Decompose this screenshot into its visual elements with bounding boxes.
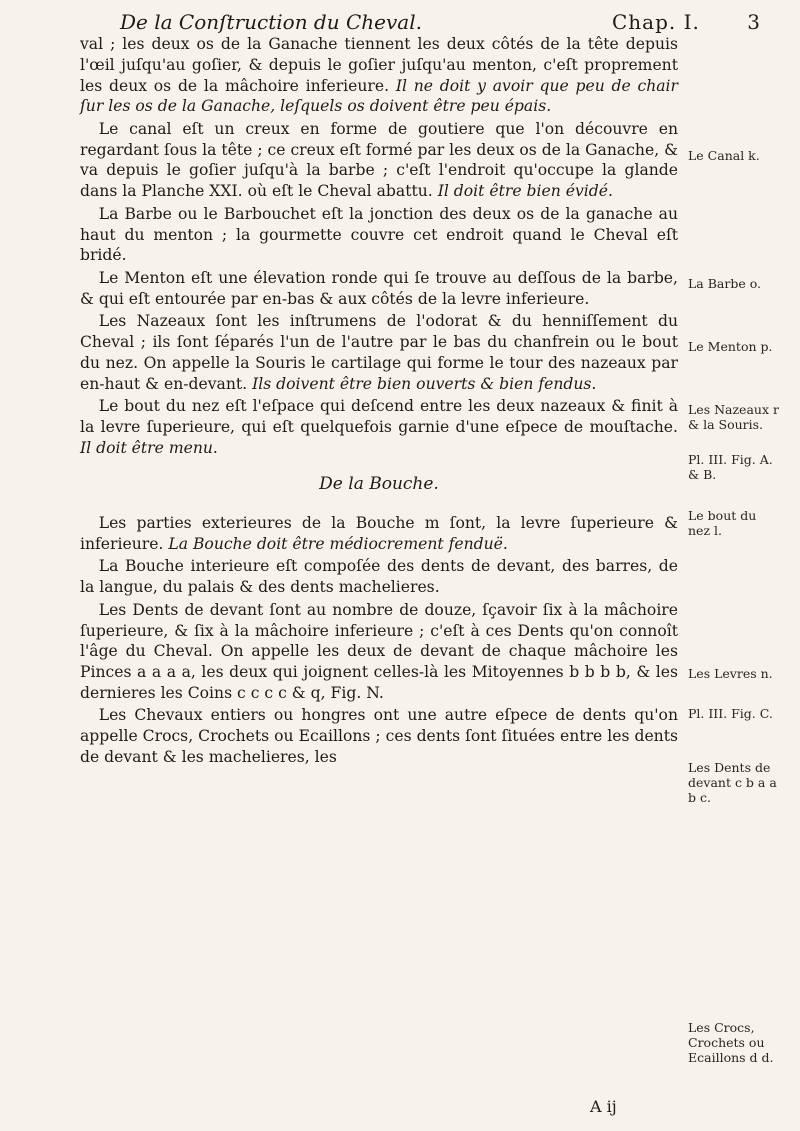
paragraph-nazeaux: Les Nazeaux ſont les inſtrumens de l'odorat & du henniſſement du Cheval ; ils ſont ſéparés l'un de l'autre par le bas du chanfrein ou le bout du nez. On appelle la Souris le cartilage qui forme le tour des nazeaux par en-haut & en-devant. Ils doivent être bien ouverts & bien fendus. xyxy=(80,312,678,393)
paragraph-barbe: La Barbe ou le Barbouchet eſt la jonction des deux os de la ganache au haut du menton ; la gourmette couvre cet endroit quand le Cheval eſt bridé. xyxy=(80,204,678,265)
rule-ganache: Il ne doit y avoir que peu de chair ſur les os de la Ganache, leſquels os doivent être peu épais. xyxy=(80,76,678,116)
margin-note-menton: Le Menton p. xyxy=(688,339,773,354)
margin-note-levres: Les Levres n. xyxy=(688,666,773,681)
paragraph-canal: Le canal eſt un creux en forme de goutiere que l'on découvre en regardant ſous la tête ; ce creux eſt formé par les deux os de la Ganache, & va depuis le goſier juſqu'à la barbe ; c'eſt l'endroit qu'occupe la glande dans la Planche XXI. où eſt le Cheval abattu. Il doit être bien évidé. xyxy=(80,119,678,201)
paragraph-dents: Les Dents de devant ſont au nombre de douze, ſçavoir ſix à la mâchoire ſuperieure, & ſix à la mâchoire inferieure ; c'eſt à ces Dents qu'on connoît l'âge du Cheval. On appelle les deux de devant de chaque mâchoire les Pinces a a a a, les deux qui joignent celles-là les Mitoyennes b b b b, & les dernieres les Coins c c c c & q, Fig. N. xyxy=(80,600,678,702)
rule-bout-du-nez: Il doit être menu. xyxy=(80,438,218,457)
margin-note-crocs: Les Crocs, Crochets ou Ecaillons d d. xyxy=(688,1020,774,1065)
paragraph-crocs: Les Chevaux entiers ou hongres ont une autre eſpece de dents qu'on appelle Crocs, Crochets ou Ecaillons ; ces dents ſont ſituées entre les dents de devant & les machelieres, les xyxy=(80,706,678,766)
paragraph-bout-du-nez: Le bout du nez eſt l'eſpace qui deſcend entre les deux nazeaux & finit à la levre ſuperieure, qui eſt quelquefois garnie d'une eſpece de mouſtache. Il doit être menu. xyxy=(80,396,678,457)
running-title: De la Conſtruction du Cheval. xyxy=(120,10,422,34)
margin-note-bout-du-nez: Le bout du nez l. xyxy=(688,508,757,538)
margin-note-plate-c: Pl. III. Fig. C. xyxy=(688,706,773,721)
running-header xyxy=(120,6,760,36)
margin-note-canal: Le Canal k. xyxy=(688,148,760,163)
rule-bouche: La Bouche doit être médiocrement fenduë. xyxy=(168,534,508,553)
paragraph-menton: Le Menton eſt une élevation ronde qui ſe trouve au deſſous de la barbe, & qui eſt entourée par en-bas & aux côtés de la levre inferieure. xyxy=(80,268,678,308)
margin-note-dents: Les Dents de devant c b a a b c. xyxy=(688,760,777,805)
page-number: 3 xyxy=(747,10,760,34)
margin-note-plate-a-b: Pl. III. Fig. A. & B. xyxy=(688,452,773,482)
signature-mark: A ij xyxy=(590,1097,617,1116)
paragraph-ganache: val ; les deux os de la Ganache tiennent les deux côtés de la tête depuis l'œil juſqu'au goſier, & depuis le goſier juſqu'au menton, c'eſt proprement les deux os de la mâchoire inferieure. Il ne doit y avoir que peu de chair ſur les os de la Ganache, leſquels os doivent être peu épais. xyxy=(80,35,678,116)
paragraph-levres: Les parties exterieures de la Bouche m ſont, la levre ſuperieure & inferieure. La Bouche doit être médiocrement fenduë. xyxy=(80,514,678,553)
rule-canal: Il doit être bien évidé. xyxy=(437,182,613,201)
margin-note-barbe: La Barbe o. xyxy=(688,276,761,291)
margin-note-nazeaux: Les Nazeaux r & la Souris. xyxy=(688,402,779,432)
paragraph-bouche-interieure: La Bouche interieure eſt compoſée des dents de devant, des barres, de la langue, du palais & des dents machelieres. xyxy=(80,557,678,597)
rule-nazeaux: Ils doivent être bien ouverts & bien fendus. xyxy=(252,374,597,393)
chapter-label: Chap. I. xyxy=(612,10,700,34)
section-heading: De la Bouche. xyxy=(319,474,439,495)
body-text xyxy=(80,34,678,769)
